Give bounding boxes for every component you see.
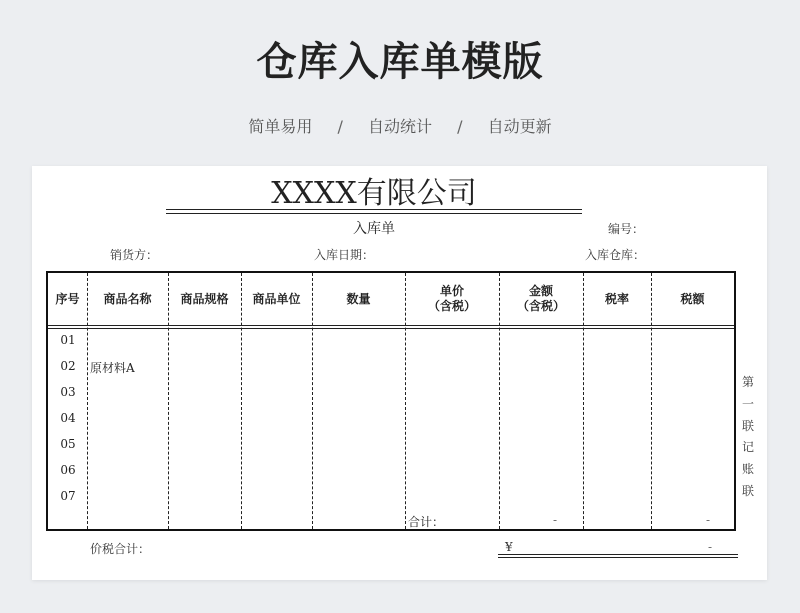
row-number: 06 [60, 463, 76, 477]
col-header-unit-price: 单价 （含税） [427, 284, 476, 313]
receipt-form [32, 166, 767, 580]
copy-label-top: 第 一 联 [741, 375, 754, 433]
title-underline [166, 213, 582, 214]
total-tax: - [706, 513, 711, 527]
tag-separator: / [337, 117, 343, 136]
col-header-tax-rate: 税率 [604, 291, 629, 306]
tag-update: 自动更新 [487, 117, 552, 136]
tag-separator: / [457, 117, 463, 136]
row-number: 07 [60, 489, 76, 503]
item-name: 原材料A [90, 361, 135, 375]
header-divider [48, 328, 734, 329]
row-number: 03 [60, 385, 76, 399]
row-number: 05 [60, 437, 76, 451]
row-number: 02 [60, 359, 76, 373]
items-table [46, 271, 736, 531]
vendor-label: 销货方： [110, 248, 159, 262]
col-header-no: 序号 [55, 291, 80, 306]
form-title: 入库单 [353, 221, 395, 237]
currency-symbol: ¥ [505, 540, 513, 554]
tag-stats: 自动统计 [367, 117, 432, 136]
col-header-qty: 数量 [346, 291, 371, 306]
total-label: 合计： [408, 515, 445, 529]
total-underline [498, 557, 738, 558]
total-underline [498, 554, 738, 555]
row-number: 01 [60, 333, 76, 347]
page-title: 仓库入库单模版 [256, 39, 544, 85]
number-label: 编号： [608, 222, 645, 236]
row-number: 04 [60, 411, 76, 425]
total-amount: - [553, 513, 558, 527]
date-label: 入库日期： [314, 248, 375, 262]
subtitle [0, 114, 800, 137]
col-header-unit: 商品单位 [252, 291, 301, 306]
col-header-amount: 金额 （含税） [516, 284, 565, 313]
company-name: XXXX有限公司 [271, 176, 477, 211]
col-header-tax: 税额 [680, 291, 705, 306]
tax-total-value: - [708, 540, 713, 554]
tag-easy: 简单易用 [248, 117, 313, 136]
tax-total-label: 价税合计： [90, 542, 151, 556]
col-header-name: 商品名称 [103, 291, 152, 306]
col-header-spec: 商品规格 [180, 291, 229, 306]
title-underline [166, 209, 582, 210]
header-divider [48, 325, 734, 326]
warehouse-label: 入库仓库： [585, 248, 646, 262]
copy-label-bottom: 记 账 联 [741, 440, 754, 498]
